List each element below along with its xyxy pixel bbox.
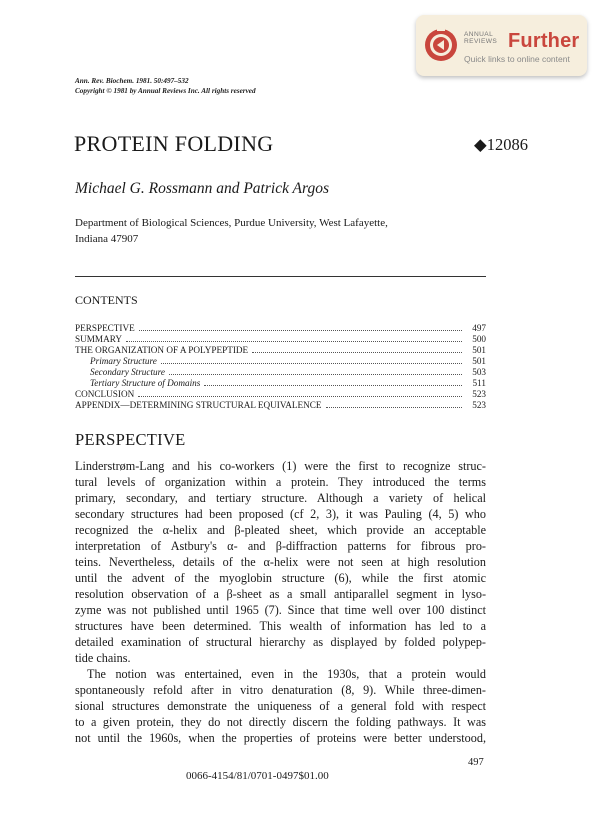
- brand-line-1: ANNUAL: [464, 31, 494, 38]
- toc-label: SUMMARY: [75, 334, 122, 344]
- further-label: Further: [508, 30, 580, 52]
- toc-label: Primary Structure: [90, 356, 157, 366]
- body-line: to a given protein, they do not directly discern the folding pathways. It was: [75, 715, 486, 729]
- toc-page: 511: [472, 378, 486, 388]
- toc-leader: [252, 345, 462, 353]
- toc-subrow[interactable]: [75, 367, 486, 378]
- toc-page: 500: [472, 334, 486, 344]
- toc-label: PERSPECTIVE: [75, 323, 135, 333]
- body-line: tide chains.: [75, 651, 131, 665]
- body-line: Linderstrøm-Lang and his co-workers (1) were the first to recognize struc-: [75, 459, 486, 473]
- body-line: teins. Nevertheless, details of the α-helix were not seen at high resolution: [75, 555, 486, 569]
- section-heading: PERSPECTIVE: [75, 430, 186, 449]
- affiliation-line-1: Department of Biological Sciences, Purdue University, West Lafayette,: [75, 217, 388, 229]
- body-line: zyme was not published until 1965 (7). Since that time well over 100 distinct: [75, 603, 486, 617]
- toc-leader: [169, 367, 462, 375]
- affiliation-line-2: Indiana 47907: [75, 233, 139, 245]
- body-line: recognized the α-helix and β-pleated sheet, which provide an acceptable: [75, 523, 486, 537]
- body-line: secondary structures had been proposed (cf 2, 3), it was Pauling (4, 5) who: [75, 507, 486, 521]
- toc-leader: [138, 389, 462, 397]
- body-line: resolution observation of a β-sheet as a small antiparallel segment in lyso-: [75, 587, 486, 601]
- body-line: interpretation of Astbury's α- and β-diffraction patterns for fibrous pro-: [75, 539, 486, 553]
- body-line: until the advent of the myoglobin structure (6), while the first atomic: [75, 571, 486, 585]
- copyright-line: Copyright © 1981 by Annual Reviews Inc. All rights reserved: [75, 87, 256, 95]
- toc-row[interactable]: [75, 345, 486, 356]
- toc-page: 497: [472, 323, 486, 333]
- body-line: structures have been determined. This wealth of information has led to a: [75, 619, 486, 633]
- document-number: ◆12086: [474, 135, 528, 154]
- body-line: detailed examination of structural hierarchy as displayed by folded polypep-: [75, 635, 486, 649]
- brand-line-2: REVIEWS: [464, 38, 498, 46]
- toc-page: 501: [472, 356, 486, 366]
- toc-label: CONCLUSION: [75, 389, 135, 399]
- body-line: not until the 1960s, when the properties of proteins were better understood,: [75, 731, 486, 745]
- toc-subrow[interactable]: [75, 356, 486, 367]
- toc-page: 503: [472, 367, 486, 377]
- toc-row[interactable]: [75, 389, 486, 400]
- toc-label: THE ORGANIZATION OF A POLYPEPTIDE: [75, 345, 249, 355]
- body-line: The notion was entertained, even in the 1930s, that a protein would: [87, 667, 486, 681]
- toc-leader: [161, 356, 462, 364]
- toc-page: 523: [472, 400, 486, 410]
- body-line: spontaneously refold after in vitro denaturation (8, 9). While three-dimen-: [75, 683, 486, 697]
- annual-reviews-brand: [464, 31, 504, 45]
- toc-leader: [204, 378, 462, 386]
- further-subtitle: Quick links to online content: [464, 54, 570, 64]
- toc-row[interactable]: [75, 334, 486, 345]
- annual-reviews-logo-icon: [424, 28, 458, 62]
- page-number: 497: [468, 757, 484, 768]
- toc-subrow[interactable]: [75, 378, 486, 389]
- issn-code: 0066-4154/81/0701-0497$01.00: [186, 770, 329, 782]
- body-line: primary, secondary, and tertiary structure. Although a variety of helical: [75, 491, 486, 505]
- toc-label: APPENDIX—DETERMINING STRUCTURAL EQUIVALENCE: [75, 400, 322, 410]
- toc-leader: [139, 323, 462, 331]
- contents-heading: CONTENTS: [75, 293, 138, 307]
- toc-leader: [126, 334, 462, 342]
- toc-page: 523: [472, 389, 486, 399]
- article-title: PROTEIN FOLDING: [74, 131, 274, 156]
- toc-label: Tertiary Structure of Domains: [90, 378, 201, 388]
- toc-leader: [326, 400, 462, 408]
- divider-rule: [75, 276, 486, 277]
- further-badge[interactable]: [416, 15, 587, 76]
- toc-label: Secondary Structure: [90, 367, 165, 377]
- citation-line-1: Ann. Rev. Biochem. 1981. 50:497–532: [75, 77, 189, 85]
- toc-row[interactable]: [75, 400, 486, 411]
- authors: Michael G. Rossmann and Patrick Argos: [75, 180, 330, 197]
- toc-page: 501: [472, 345, 486, 355]
- toc-row[interactable]: [75, 323, 486, 334]
- body-line: sional structures demonstrate the uniqueness of a general fold with respect: [75, 699, 486, 713]
- body-line: tural levels of organization within a protein. They introduced the terms: [75, 475, 486, 489]
